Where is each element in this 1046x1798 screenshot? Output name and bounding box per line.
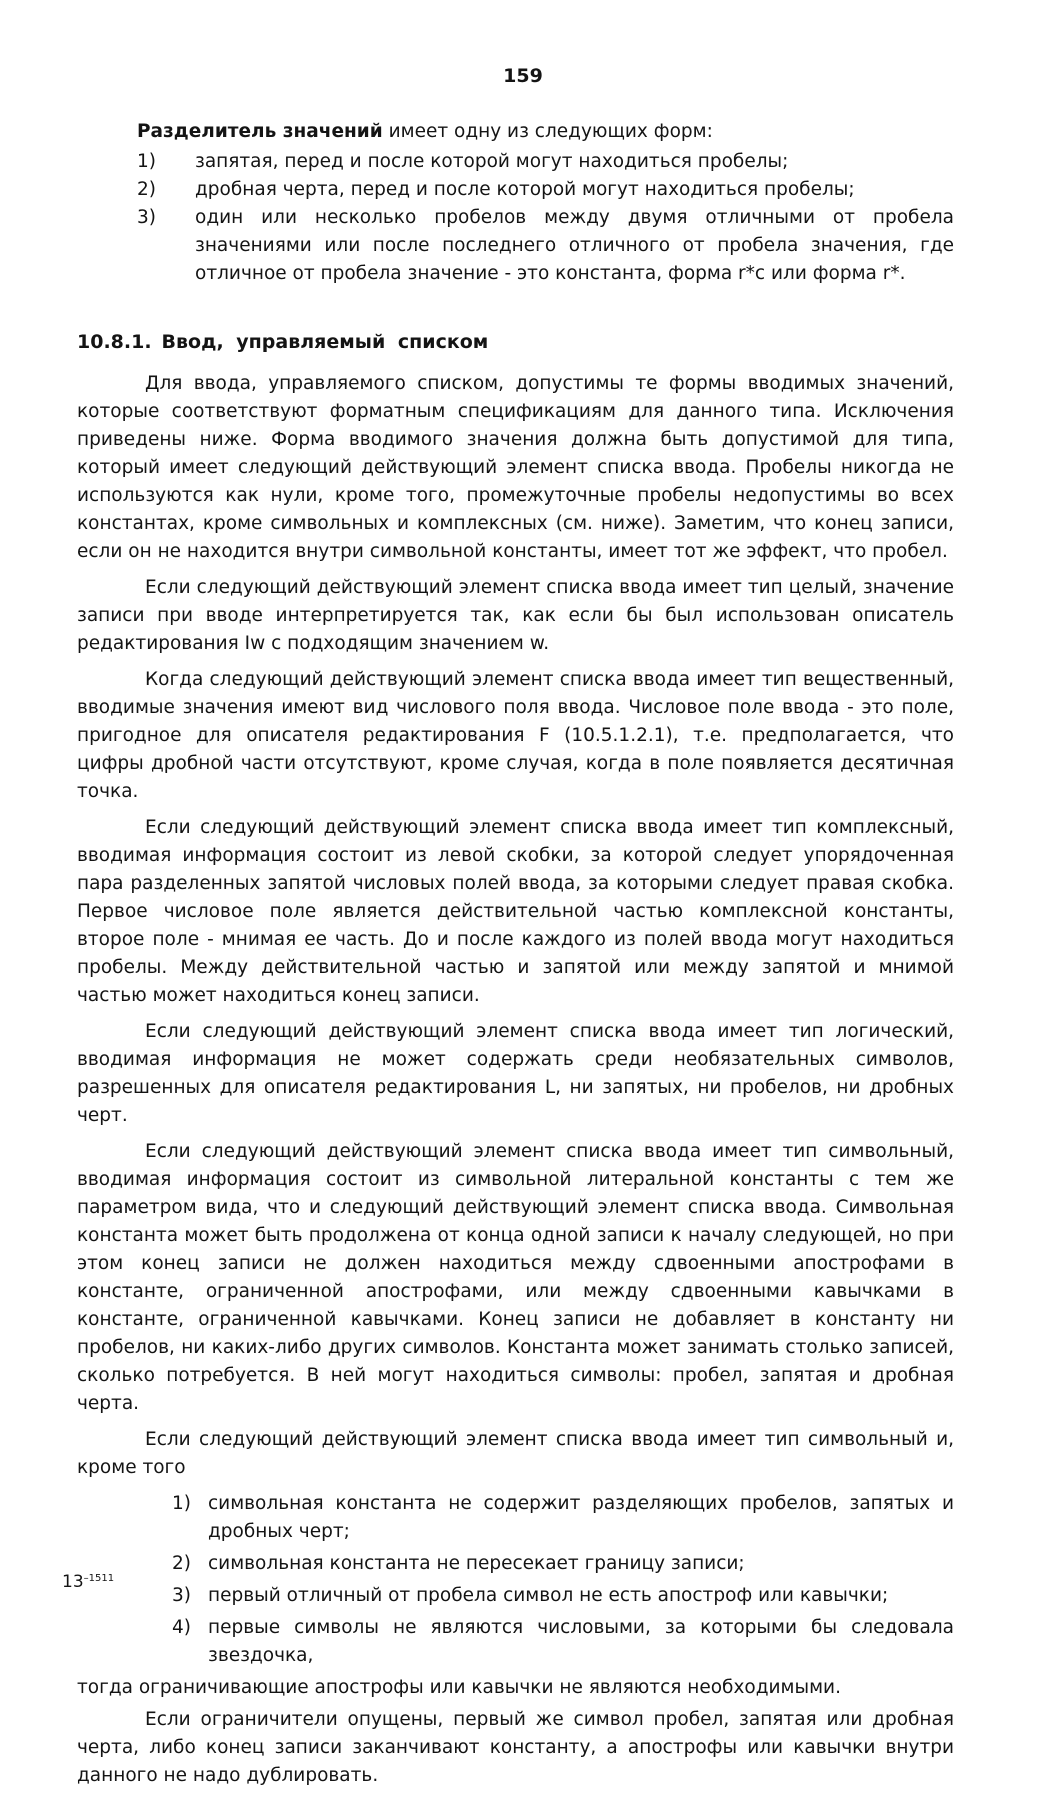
list-item (137, 176, 954, 204)
list-item (172, 1550, 954, 1578)
paragraph: Если следующий действующий элемент списка ввода имеет тип символьный и, кроме того (77, 1429, 954, 1478)
list-item-text: первый отличный от пробела символ не есть апостроф или кавычки; (208, 1585, 889, 1606)
conditions-list (172, 1490, 954, 1670)
paragraph: Для ввода, управляемого списком, допустимы те формы вводимых значений, которые соответствуют форматным спецификациям для данного типа. Исключения приведены ниже. Форма вводимого значения должна быть допустимой для типа, который имеет следующий действующий элемент списка ввода. Пробелы никогда не используются как нули, кроме того, промежуточные пробелы недопустимы во всех константах, кроме символьных и комплексных (см. ниже). Заметим, что конец записи, если он не находится внутри символьной константы, имеет тот же эффект, что пробел. (77, 373, 954, 562)
list-item (172, 1582, 954, 1610)
list-item-text: символьная константа не содержит разделяющих пробелов, запятых и дробных черт; (208, 1493, 954, 1542)
section-title: Ввод, управляемый списком (161, 331, 489, 353)
intro-line (137, 118, 954, 146)
final-paragraph: Если ограничители опущены, первый же символ пробел, запятая или дробная черта, либо конец записи заканчивают константу, а апострофы или кавычки внутри данного не надо дублировать. (77, 1709, 954, 1786)
paragraph: Когда следующий действующий элемент списка ввода имеет тип вещественный, вводимые значения имеют вид числового поля ввода. Числовое поле ввода - это поле, пригодное для описателя редактирования F (10.5.1.2.1), т.е. предполагается, что цифры дробной части отсутствуют, кроме случая, когда в поле появляется десятичная точка. (77, 669, 954, 802)
list-item-number: 1) (137, 151, 156, 172)
list-item-number: 3) (137, 207, 156, 228)
section-number: 10.8.1. (77, 331, 152, 353)
list-item-number: 3) (172, 1585, 191, 1606)
list-item-text: символьная константа не пересекает границу записи; (208, 1553, 745, 1574)
conclusion-text: тогда ограничивающие апострофы или кавычки не являются необходимыми. (77, 1677, 841, 1698)
list-item (137, 148, 954, 176)
list-item-number: 4) (172, 1617, 191, 1638)
signature-mark (62, 1565, 114, 1596)
signature-number: 13 (62, 1572, 84, 1592)
list-item-text: первые символы не являются числовыми, за которыми бы следовала звездочка, (208, 1617, 954, 1666)
signature-sup: –1511 (83, 1573, 115, 1584)
list-item-text: запятая, перед и после которой могут находиться пробелы; (195, 151, 789, 172)
intro-text: имеет одну из следующих форм: (382, 121, 713, 142)
separator-forms-list (137, 148, 954, 288)
page-number: 159 (503, 65, 543, 87)
list-item (172, 1490, 954, 1546)
list-item (137, 204, 954, 288)
paragraph: Если следующий действующий элемент списка ввода имеет тип комплексный, вводимая информация состоит из левой скобки, за которой следует упорядоченная пара разделенных запятой числовых полей ввода, за которыми следует правая скобка. Первое числовое поле является действительной частью комплексной константы, второе поле - мнимая ее часть. До и после каждого из полей ввода могут находиться пробелы. Между действительной частью и запятой или между запятой и мнимой частью может находиться конец записи. (77, 817, 954, 1006)
list-item-number: 1) (172, 1493, 191, 1514)
list-item-text: один или несколько пробелов между двумя отличными от пробела значениями или после последнего отличного от пробела значения, где отличное от пробела значение - это константа, форма r*c или форма r*. (195, 207, 954, 284)
list-item-number: 2) (137, 179, 156, 200)
page-body (77, 118, 954, 1798)
paragraph: Если следующий действующий элемент списка ввода имеет тип символьный, вводимая информация состоит из символьной литеральной константы с тем же параметром вида, что и следующий действующий элемент списка ввода. Символьная константа может быть продолжена от конца одной записи к началу следующей, но при этом конец записи не должен находиться между сдвоенными апострофами в константе, ограниченной апострофами, или между сдвоенными кавычками в константе, ограниченной кавычками. Конец записи не добавляет в константу ни пробелов, ни каких-либо других символов. Константа может занимать столько записей, сколько потребуется. В ней могут находиться символы: пробел, запятая и дробная черта. (77, 1141, 954, 1414)
list-item-text: дробная черта, перед и после которой могут находиться пробелы; (195, 179, 855, 200)
paragraph: Если следующий действующий элемент списка ввода имеет тип целый, значение записи при вводе интерпретируется так, как если бы был использован описатель редактирования Iw с подходящим значением w. (77, 577, 954, 654)
intro-term: Разделитель значений (137, 121, 383, 142)
paragraph: Если следующий действующий элемент списка ввода имеет тип логический, вводимая информация не может содержать среди необязательных символов, разрешенных для описателя редактирования L, ни запятых, ни пробелов, ни дробных черт. (77, 1021, 954, 1126)
list-item (172, 1614, 954, 1670)
section-heading (77, 328, 954, 356)
list-item-number: 2) (172, 1553, 191, 1574)
